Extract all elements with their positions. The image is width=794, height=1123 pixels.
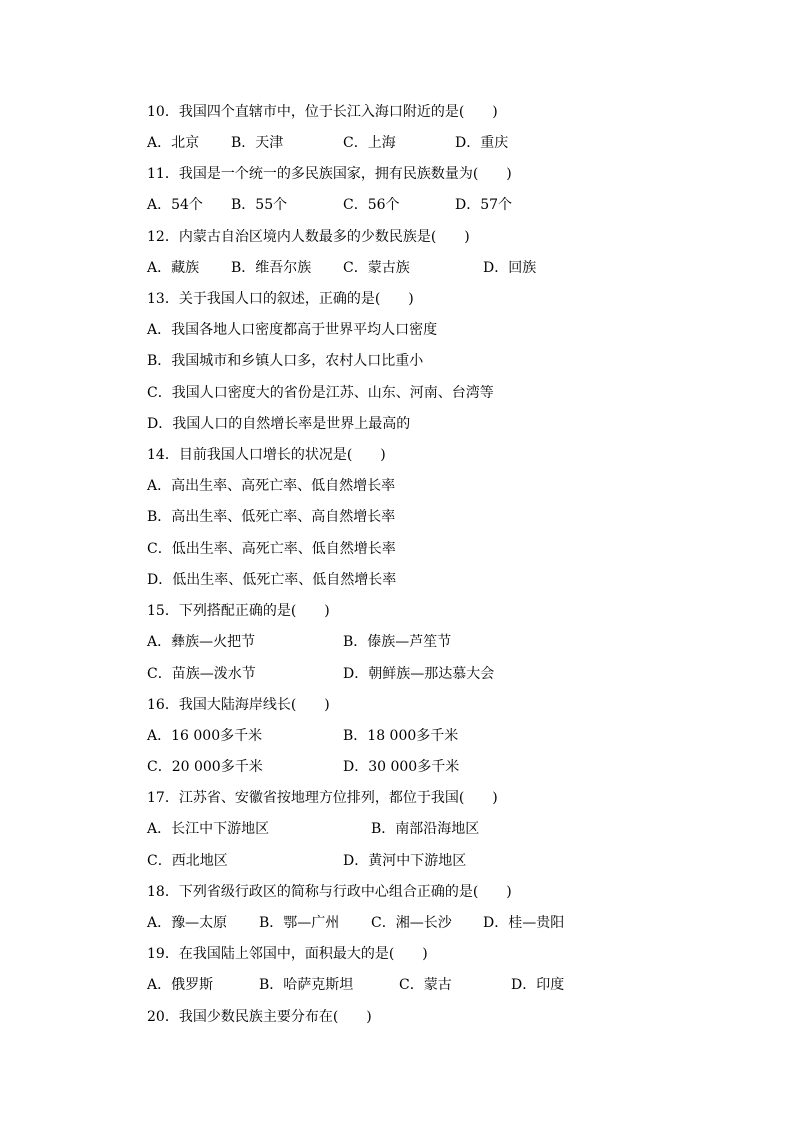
question-18-option-d: D．桂—贵阳 [483, 915, 565, 931]
question-14-option-d: D．低出生率、低死亡率、低自然增长率 [147, 572, 397, 588]
question-16-option-d: D．30 000多千米 [343, 759, 460, 775]
question-17-option-c: C．西北地区 [147, 853, 228, 869]
question-10-option-a: A．北京 [147, 135, 200, 151]
question-11-option-c: C．56个 [343, 197, 400, 213]
question-10-option-b: B．天津 [231, 135, 284, 151]
question-18-option-c: C．湘—长沙 [371, 915, 452, 931]
question-16-stem: 16．我国大陆海岸线长( ) [147, 697, 330, 713]
question-13-option-d: D．我国人口的自然增长率是世界上最高的 [147, 416, 411, 432]
question-19-option-b: B．哈萨克斯坦 [259, 977, 354, 993]
question-12-option-c: C．蒙古族 [343, 260, 410, 276]
question-19-stem: 19．在我国陆上邻国中，面积最大的是( ) [147, 946, 428, 962]
question-18-stem: 18．下列省级行政区的简称与行政中心组合正确的是( ) [147, 884, 512, 900]
question-17-option-b: B．南部沿海地区 [371, 821, 480, 837]
question-20-stem: 20．我国少数民族主要分布在( ) [147, 1009, 372, 1025]
question-12-option-a: A．藏族 [147, 260, 200, 276]
question-13-option-c: C．我国人口密度大的省份是江苏、山东、河南、台湾等 [147, 385, 494, 401]
question-18-option-b: B．鄂—广州 [259, 915, 340, 931]
question-13-stem: 13．关于我国人口的叙述，正确的是( ) [147, 291, 414, 307]
question-10-option-d: D．重庆 [455, 135, 509, 151]
question-12-option-b: B．维吾尔族 [231, 260, 312, 276]
question-14-stem: 14．目前我国人口增长的状况是( ) [147, 447, 386, 463]
question-13-option-a: A．我国各地人口密度都高于世界平均人口密度 [147, 322, 438, 338]
question-15-option-d: D．朝鲜族—那达慕大会 [343, 666, 495, 682]
question-17-option-a: A．长江中下游地区 [147, 821, 270, 837]
question-12-stem: 12．内蒙古自治区境内人数最多的少数民族是( ) [147, 229, 470, 245]
question-14-option-c: C．低出生率、高死亡率、低自然增长率 [147, 541, 396, 557]
question-19-option-a: A．俄罗斯 [147, 977, 214, 993]
question-17-option-d: D．黄河中下游地区 [343, 853, 467, 869]
question-14-option-b: B．高出生率、低死亡率、高自然增长率 [147, 509, 396, 525]
question-16-option-b: B．18 000多千米 [343, 728, 459, 744]
question-15-option-b: B．傣族—芦笙节 [343, 634, 452, 650]
question-12-option-d: D．回族 [483, 260, 537, 276]
question-15-option-c: C．苗族—泼水节 [147, 666, 256, 682]
question-11-option-b: B．55个 [231, 197, 288, 213]
question-13-option-b: B．我国城市和乡镇人口多，农村人口比重小 [147, 353, 424, 369]
question-19-option-d: D．印度 [511, 977, 565, 993]
question-14-option-a: A．高出生率、高死亡率、低自然增长率 [147, 478, 396, 494]
question-16-option-a: A．16 000多千米 [147, 728, 263, 744]
question-15-option-a: A．彝族—火把节 [147, 634, 256, 650]
question-11-stem: 11．我国是一个统一的多民族国家，拥有民族数量为( ) [147, 166, 512, 182]
question-10-stem: 10．我国四个直辖市中，位于长江入海口附近的是( ) [147, 104, 498, 120]
question-19-option-c: C．蒙古 [399, 977, 452, 993]
question-11-option-d: D．57个 [455, 197, 513, 213]
question-18-option-a: A．豫—太原 [147, 915, 228, 931]
question-15-stem: 15．下列搭配正确的是( ) [147, 603, 330, 619]
question-10-option-c: C．上海 [343, 135, 396, 151]
question-11-option-a: A．54个 [147, 197, 203, 213]
question-17-stem: 17．江苏省、安徽省按地理方位排列，都位于我国( ) [147, 790, 498, 806]
question-16-option-c: C．20 000多千米 [147, 759, 263, 775]
